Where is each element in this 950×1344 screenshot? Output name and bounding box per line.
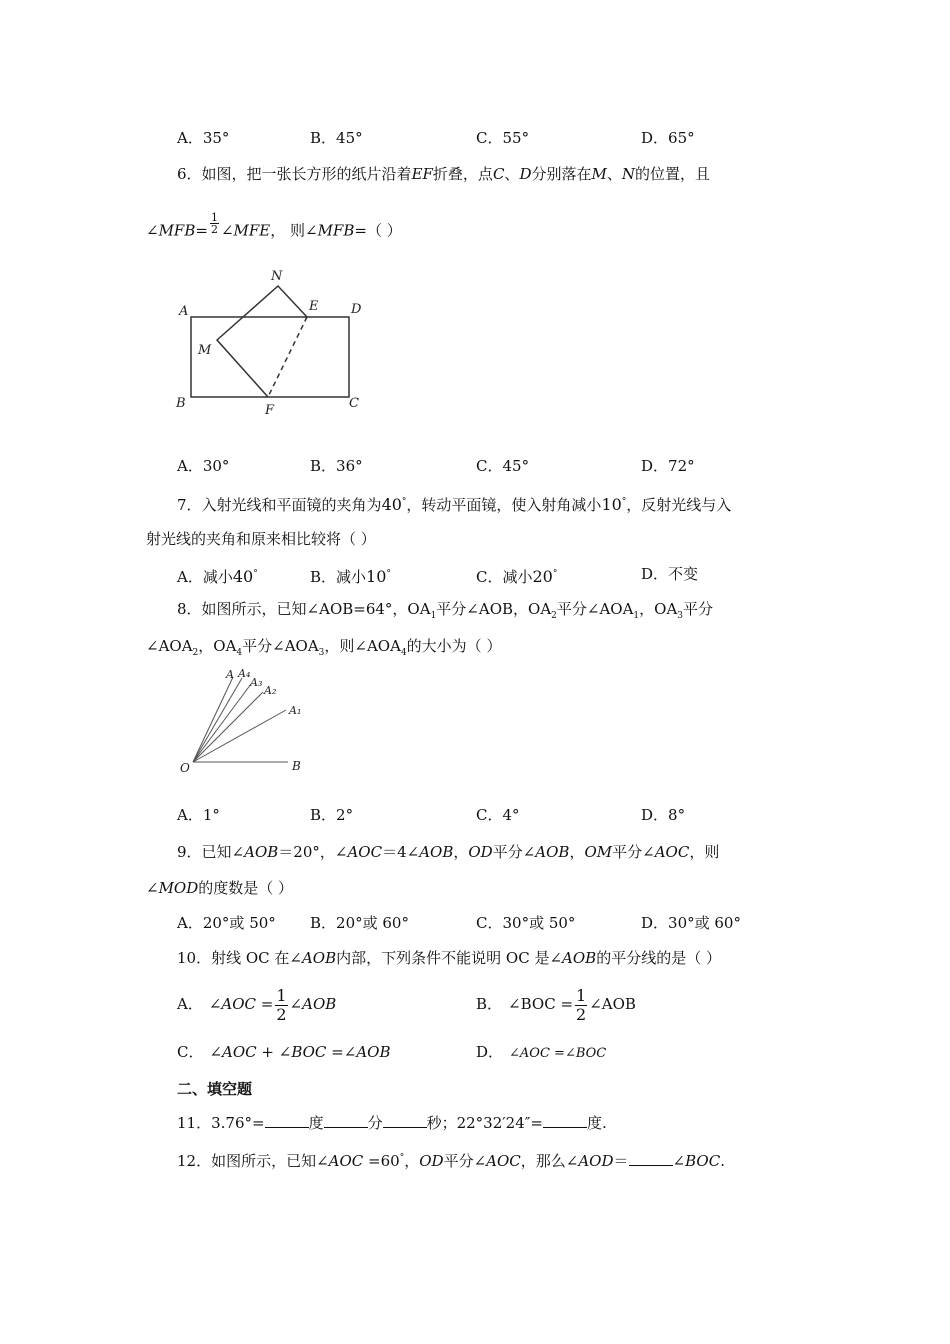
q6-stem-line2	[146, 211, 402, 243]
ray-oa	[193, 677, 233, 762]
subscript: 4	[400, 648, 407, 658]
fraction-numerator: 1	[276, 985, 287, 1005]
q8-stem-line2	[146, 636, 501, 663]
q9-angle: ∠AOB	[231, 843, 279, 861]
q11-stem	[177, 1113, 607, 1133]
q8-text: ，则∠AOA	[324, 637, 401, 655]
degree-sign: °	[401, 497, 407, 507]
q5-option-b: B．45°	[310, 129, 363, 147]
q11-unit: 度	[308, 1114, 324, 1132]
q11-text: 11．3.76°=	[177, 1114, 265, 1132]
q7-option-d: D．不变	[641, 565, 699, 583]
label-a4: A₄	[238, 667, 251, 680]
q10-angle: ∠AOB	[549, 949, 597, 967]
answer-blank[interactable]	[324, 1113, 368, 1128]
option-expr-left: ∠BOC =	[508, 995, 574, 1013]
degree-sign: °	[399, 1153, 405, 1163]
q12-angle: ∠AOD	[565, 1152, 614, 1170]
q8-text: 平分∠AOB，OA	[436, 600, 552, 618]
label-n: N	[271, 269, 283, 284]
q9-stem-line2	[146, 878, 293, 898]
q8-text: 平分∠AOA	[242, 637, 319, 655]
q12-var-od: OD	[419, 1152, 444, 1170]
label-a1: A₁	[289, 704, 302, 717]
q9-option-a: A．20°或 50°	[177, 914, 276, 932]
q6-stem-line1	[177, 164, 710, 184]
label-f: F	[265, 403, 275, 418]
q8-text: ∠AOA	[146, 637, 193, 655]
q6-option-c: C．45°	[476, 457, 530, 475]
q9-var-od: OD	[468, 843, 493, 861]
q7-stem-line2: 射光线的夹角和原来相比较将（ ）	[146, 530, 376, 548]
q11-text: 秒；22°32′24″=	[426, 1114, 543, 1132]
label-a: A	[179, 304, 189, 319]
option-expression: ∠AOC + ∠BOC =∠AOB	[209, 1043, 391, 1061]
q10-text: 的平分线的是（ ）	[596, 949, 721, 967]
q7-value-10: 10	[601, 495, 622, 514]
q8-option-c: C．4°	[476, 806, 520, 824]
q9-option-c: C．30°或 50°	[476, 914, 576, 932]
q9-text: ＝20°，	[278, 843, 335, 861]
q9-text: 平分	[612, 843, 643, 861]
q10-option-d	[476, 1042, 606, 1064]
q8-text: 平分	[683, 600, 714, 618]
q10-text: 射线 OC 在	[211, 949, 290, 967]
subscript: 3	[318, 648, 325, 658]
q7-text: 入射光线和平面镜的夹角为	[201, 496, 382, 514]
q6-var-c: C	[492, 165, 505, 183]
fraction-denominator: 2	[276, 1004, 287, 1024]
option-expr-right: ∠AOB	[289, 995, 337, 1013]
option-expr-left: ∠AOC =	[208, 995, 274, 1013]
q6-paren: （ ）	[366, 221, 402, 240]
q5-option-a: A．35°	[177, 129, 230, 147]
q6-fraction-half	[210, 212, 219, 235]
q6-figure	[170, 262, 370, 422]
q12-text: 12．如图所示，已知	[177, 1152, 317, 1170]
q6-text: 、	[606, 165, 622, 183]
label-c: C	[349, 396, 359, 411]
fraction-denominator: 2	[576, 1004, 587, 1024]
q9-angle: ∠AOC	[642, 843, 690, 861]
q8-number: 8．	[177, 600, 202, 618]
q9-number: 9．	[177, 843, 202, 861]
label-a3: A₃	[250, 676, 263, 689]
label-a2: A₂	[264, 684, 277, 697]
q9-angle: ∠AOB	[406, 843, 454, 861]
q10-angle: ∠AOB	[289, 949, 337, 967]
q5-option-d: D．65°	[641, 129, 695, 147]
degree-sign: °	[386, 569, 391, 579]
section-heading: 二、填空题	[177, 1080, 253, 1098]
q8-text: ，OA	[198, 637, 237, 655]
q7-text: ，反射光线与入	[626, 496, 732, 514]
degree-sign: °	[552, 569, 558, 579]
q9-angle: ∠AOC	[334, 843, 383, 861]
q9-option-d: D．30°或 60°	[641, 914, 741, 932]
q9-text: 的度数是（ ）	[198, 879, 294, 897]
option-expr-right: ∠AOB	[589, 995, 636, 1013]
q11-unit: 分	[367, 1114, 383, 1132]
q6-var-n: N	[621, 165, 635, 183]
q12-value: =60	[363, 1152, 400, 1170]
fraction-numerator: 1	[210, 211, 218, 224]
subscript: 3	[677, 611, 684, 621]
q8-option-b: B．2°	[310, 806, 354, 824]
label-m: M	[198, 343, 212, 358]
folded-flap	[217, 286, 307, 397]
label-d: D	[351, 302, 362, 317]
q6-option-d: D．72°	[641, 457, 695, 475]
q6-angle-mfb: ∠MFB=	[146, 221, 208, 240]
q12-angle: ∠BOC	[672, 1152, 721, 1170]
q9-angle: ∠MOD	[146, 879, 199, 897]
q8-text: 如图所示，已知∠AOB=64°，OA	[201, 600, 431, 618]
option-label: C．	[177, 1043, 204, 1061]
q7-option-a	[177, 564, 258, 587]
q7-text: ，转动平面镜，使入射角减小	[406, 496, 602, 514]
q8-text: 的大小为（ ）	[406, 637, 502, 655]
q9-var-om: OM	[584, 843, 613, 861]
q12-text: ＝	[613, 1152, 629, 1170]
q10-text: 内部，下列条件不能说明 OC 是	[336, 949, 550, 967]
option-expression: ∠AOC =∠BOC	[509, 1046, 607, 1061]
q6-angle-mfe: ∠MFE	[220, 221, 271, 240]
ray-oa1	[193, 710, 286, 762]
fraction-numerator: 1	[576, 985, 587, 1005]
ray-oa3	[193, 684, 251, 762]
subscript: 4	[236, 648, 243, 658]
q8-text: 平分∠AOA	[556, 600, 634, 618]
q5-option-c: C．55°	[476, 129, 530, 147]
degree-sign: °	[621, 497, 627, 507]
q9-text: 已知	[201, 843, 232, 861]
q6-text: 如图，把一张长方形的纸片沿着	[201, 165, 412, 183]
fraction-half	[575, 987, 587, 1024]
q12-angle: ∠AOC	[473, 1152, 521, 1170]
q10-stem	[177, 948, 721, 968]
label-b: B	[176, 396, 186, 411]
option-label: C．减小	[476, 568, 533, 586]
q9-text: ＝4	[382, 843, 407, 861]
q8-option-a: A．1°	[177, 806, 220, 824]
answer-blank[interactable]	[383, 1113, 427, 1128]
q6-var-ef: EF	[411, 165, 433, 183]
q6-number: 6．	[177, 165, 202, 183]
answer-blank[interactable]	[265, 1113, 309, 1128]
q6-option-a: A．30°	[177, 457, 230, 475]
q12-text: .	[720, 1152, 725, 1170]
option-value: 40	[232, 567, 254, 586]
fraction-half	[275, 987, 287, 1024]
q7-option-b	[310, 564, 391, 587]
option-value: 20	[532, 567, 553, 586]
degree-sign: °	[253, 569, 258, 579]
rectangle-abcd	[191, 317, 349, 397]
q6-text: 的位置，且	[634, 165, 710, 183]
q7-value-40: 40	[381, 495, 402, 514]
q6-option-b: B．36°	[310, 457, 363, 475]
q12-text: ，那么	[520, 1152, 566, 1170]
option-label: B．减小	[310, 568, 367, 586]
q12-text: ，	[404, 1152, 420, 1170]
q6-var-m: M	[591, 165, 607, 183]
q8-stem-line1	[177, 599, 713, 626]
answer-blank[interactable]	[629, 1151, 673, 1166]
q6-angle-mfb-2: ∠MFB=	[305, 221, 367, 240]
fraction-denominator: 2	[210, 223, 218, 236]
q10-number: 10．	[177, 949, 212, 967]
q8-figure	[176, 662, 316, 778]
label-e: E	[309, 299, 319, 314]
subscript: 1	[430, 611, 437, 621]
q9-text: ，则	[689, 843, 720, 861]
q6-var-d: D	[519, 165, 532, 183]
q9-angle: ∠AOB	[522, 843, 570, 861]
q6-text: 折叠，点	[432, 165, 493, 183]
q9-stem-line1	[177, 842, 719, 862]
q7-option-c	[476, 564, 557, 587]
q10-option-b	[476, 984, 636, 1024]
subscript: 1	[633, 611, 640, 621]
fold-line-ef	[268, 317, 307, 397]
q11-unit: 度.	[586, 1114, 607, 1132]
q12-stem	[177, 1148, 725, 1171]
q12-text: 平分	[443, 1152, 474, 1170]
q10-option-c	[177, 1042, 390, 1062]
q6-text: ， 则	[270, 221, 306, 240]
q9-option-b: B．20°或 60°	[310, 914, 409, 932]
option-label: A．	[177, 995, 203, 1013]
answer-blank[interactable]	[543, 1113, 587, 1128]
label-b: B	[292, 759, 301, 773]
q9-text: 平分	[492, 843, 523, 861]
q7-number: 7．	[177, 496, 202, 514]
q9-text: ，	[569, 843, 585, 861]
label-a: A	[226, 668, 234, 681]
q7-stem-line1	[177, 492, 731, 515]
subscript: 2	[551, 611, 557, 621]
option-label: B．	[476, 995, 503, 1013]
q9-text: ，	[453, 843, 469, 861]
q6-text: 分别落在	[531, 165, 592, 183]
q12-angle: ∠AOC	[316, 1152, 364, 1170]
option-value: 10	[366, 567, 387, 586]
label-o: O	[180, 761, 190, 775]
q10-option-a	[177, 984, 336, 1024]
q8-option-d: D．8°	[641, 806, 686, 824]
q6-text: 、	[504, 165, 520, 183]
subscript: 2	[192, 648, 199, 658]
option-label: A．减小	[177, 568, 233, 586]
option-label: D．	[476, 1043, 504, 1061]
q8-text: ，OA	[639, 600, 678, 618]
